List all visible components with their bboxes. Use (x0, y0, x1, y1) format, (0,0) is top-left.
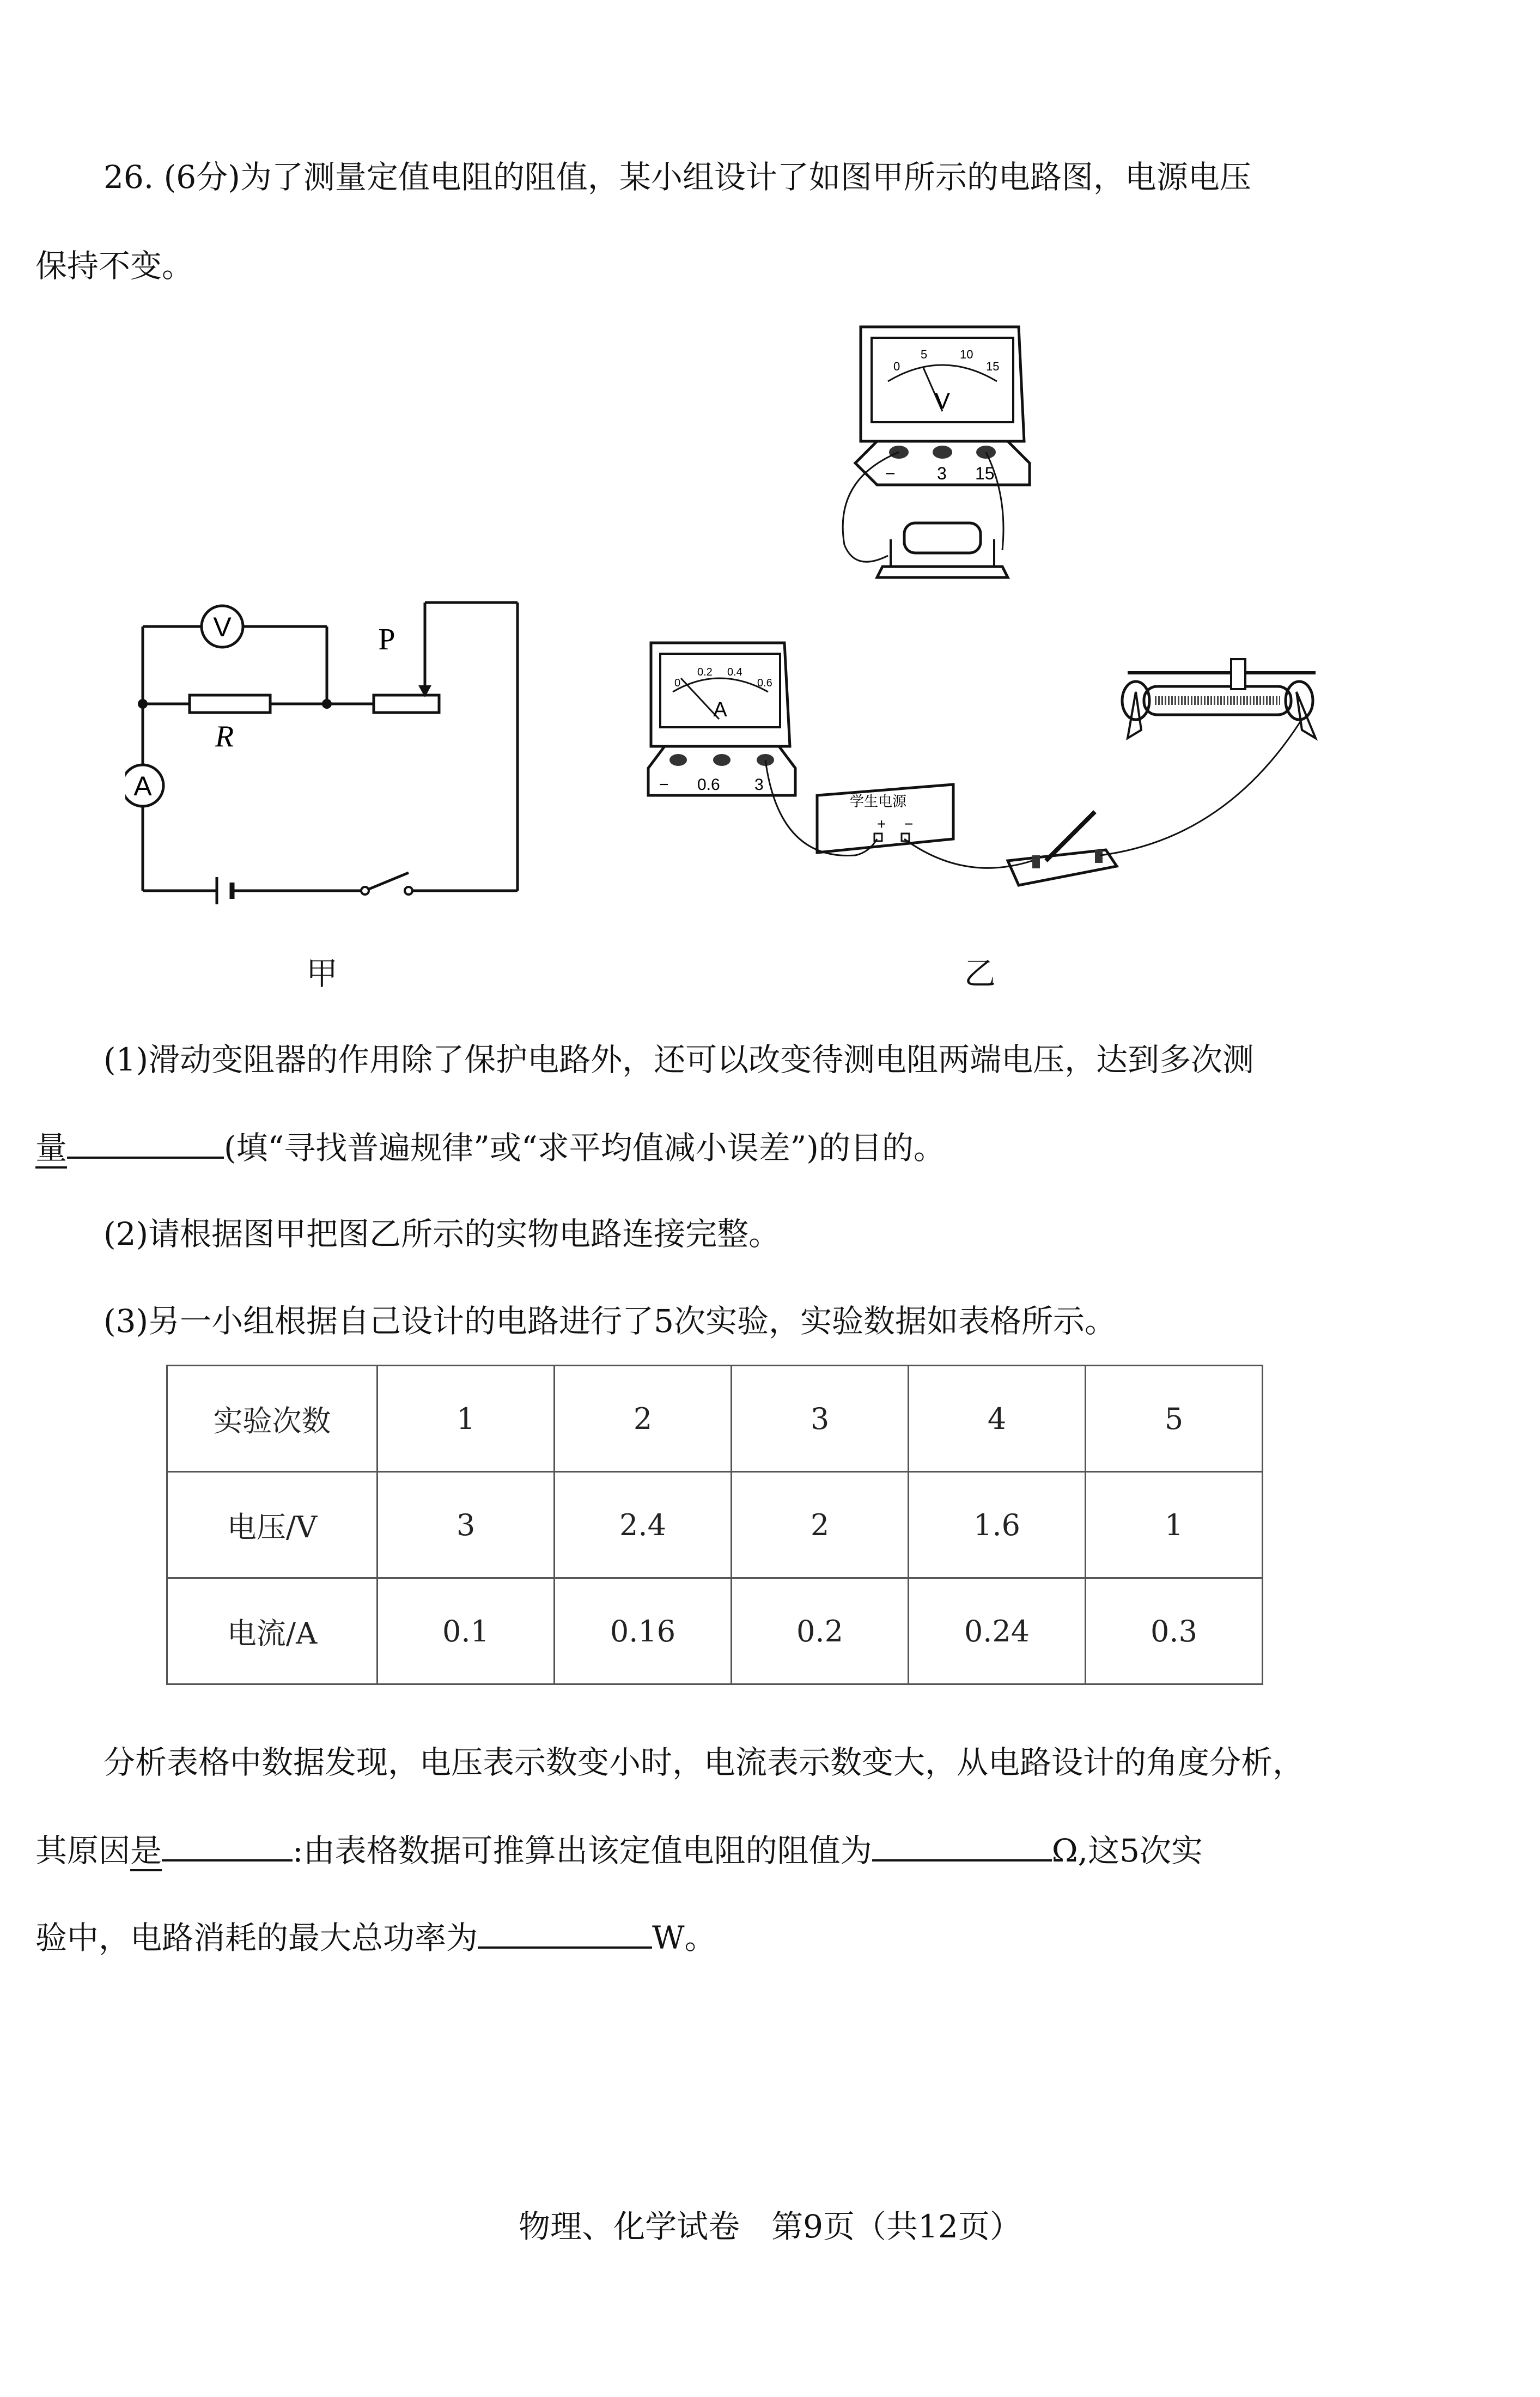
voltmeter-device-symbol: V (934, 388, 951, 413)
analysis-text: W。 (652, 1919, 716, 1956)
table-header-cell: 电流/A (167, 1578, 378, 1684)
part2-line: (2)请根据图甲把图乙所示的实物电路连接完整。 (104, 1215, 781, 1252)
table-row (167, 1578, 1263, 1684)
svg-text:3: 3 (754, 776, 764, 794)
power-supply-device (817, 784, 953, 853)
svg-text:0.6: 0.6 (757, 677, 772, 689)
power-answer-blank[interactable] (478, 1915, 652, 1949)
analysis-text: 其原因 (35, 1832, 131, 1869)
svg-text:15: 15 (986, 360, 1000, 373)
table-cell: 0.3 (1086, 1578, 1263, 1684)
table-cell: 2 (732, 1472, 909, 1578)
svg-text:−: − (904, 816, 914, 832)
svg-text:0: 0 (674, 677, 681, 689)
table-header-cell: 实验次数 (167, 1366, 378, 1472)
svg-text:0.4: 0.4 (727, 666, 742, 678)
svg-text:0: 0 (893, 360, 900, 373)
analysis-text: :由表格数据可推算出该定值电阻的阻值为 (293, 1832, 872, 1869)
part1-line-2 (35, 1125, 945, 1170)
svg-text:−: − (659, 776, 669, 794)
table-cell: 5 (1086, 1366, 1263, 1472)
table-cell: 2.4 (555, 1472, 732, 1578)
page-footer: 物理、化学试卷 第9页（共12页） (519, 2208, 1021, 2245)
table-cell: 4 (909, 1366, 1086, 1472)
part3-line: (3)另一小组根据自己设计的电路进行了5次实验，实验数据如表格所示。 (104, 1303, 1117, 1340)
part1-line-1: (1)滑动变阻器的作用除了保护电路外，还可以改变待测电阻两端电压，达到多次测 (104, 1041, 1255, 1078)
table-cell: 1 (1086, 1472, 1263, 1578)
table-cell: 0.1 (378, 1578, 555, 1684)
data-table (166, 1365, 1263, 1685)
table-row (167, 1472, 1263, 1578)
part1-rest: (填“寻找普遍规律”或“求平均值减小误差”)的目的。 (224, 1129, 945, 1166)
svg-text:5: 5 (921, 348, 928, 361)
table-row (167, 1366, 1263, 1472)
analysis-underlined-text: 是 (130, 1832, 162, 1871)
ammeter-label: A (133, 771, 152, 801)
table-header-cell: 电压/V (167, 1472, 378, 1578)
table-cell: 0.24 (909, 1578, 1086, 1684)
resistance-answer-blank[interactable] (872, 1828, 1052, 1861)
svg-text:10: 10 (960, 348, 973, 361)
part1-answer-blank[interactable] (67, 1125, 224, 1159)
analysis-line-1: 分析表格中数据发现，电压表示数变小时，电流表示数变大，从电路设计的角度分析， (104, 1744, 1305, 1781)
svg-text:15: 15 (975, 464, 995, 483)
apparatus-figure-yi (626, 316, 1346, 937)
power-supply-label: 学生电源 (850, 793, 907, 810)
reason-answer-blank[interactable] (162, 1828, 293, 1861)
svg-text:−: − (885, 464, 896, 483)
fixed-resistor-device (877, 523, 1008, 577)
svg-text:3: 3 (937, 464, 947, 483)
svg-text:0.6: 0.6 (697, 776, 720, 794)
ammeter-device-symbol: A (713, 698, 727, 721)
table-cell: 3 (732, 1366, 909, 1472)
question-line-2: 保持不变。 (35, 247, 194, 284)
voltmeter-label: V (213, 612, 232, 642)
slider-label: P (378, 623, 395, 656)
analysis-line-2 (35, 1828, 1203, 1872)
ammeter-device (648, 643, 795, 795)
svg-text:0.2: 0.2 (697, 666, 713, 678)
table-cell: 2 (555, 1366, 732, 1472)
table-cell: 1.6 (909, 1472, 1086, 1578)
rheostat-device (1122, 659, 1316, 738)
part1-underlined-text: 量 (35, 1129, 67, 1169)
table-cell: 1 (378, 1366, 555, 1472)
switch-device (1008, 812, 1117, 885)
table-cell: 3 (378, 1472, 555, 1578)
resistor-label: R (215, 720, 234, 753)
analysis-text: Ω,这5次实 (1051, 1832, 1203, 1869)
circuit-diagram-jia (125, 588, 534, 915)
caption-jia: 甲 (306, 955, 338, 992)
caption-yi: 乙 (964, 955, 996, 992)
analysis-text: 验中，电路消耗的最大总功率为 (35, 1919, 478, 1956)
analysis-line-3 (35, 1915, 716, 1960)
table-cell: 0.2 (732, 1578, 909, 1684)
svg-text:+: + (877, 816, 886, 832)
table-cell: 0.16 (555, 1578, 732, 1684)
question-line-1: 26. (6分)为了测量定值电阻的阻值，某小组设计了如图甲所示的电路图，电源电压 (104, 159, 1251, 196)
